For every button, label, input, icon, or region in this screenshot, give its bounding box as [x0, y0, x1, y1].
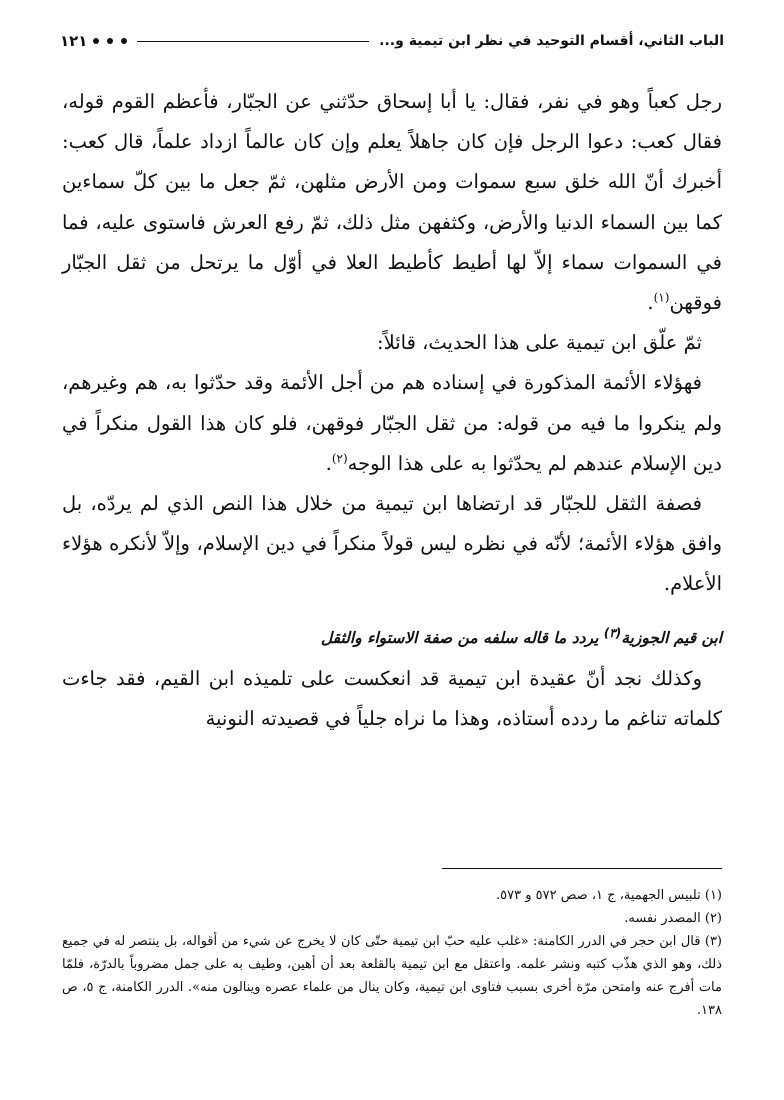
ornament-dot	[93, 38, 99, 44]
paragraph-1: رجل كعباً وهو في نفر، فقال: يا أبا إسحاق حدّثني عن الجبّار، فأعظم القوم قوله، فقال كعب: دعوا الرجل فإن كان جاهلاً يعلم وإن كان عالماً ازداد علماً، قال كعب: أخبرك أنّ الله خلق سبع سموات ومن الأرض مثلهن، ثمّ جعل ما بين كلّ سماءين كما بين السماء الدنيا والأرض، وكثفهن مثل ذلك، ثمّ رفع العرش فاستوى عليه، فما في السموات سماء إلاّ لها أطيط كأطيط العلا في أوّل ما يرتحل من ثقل الجبّار فوقهن$^{(١)}$.	[62, 90, 722, 315]
ornament-dot	[107, 38, 113, 44]
footnote-ref-2: (٢)	[331, 451, 348, 466]
footnotes	[62, 884, 722, 1022]
paragraph-4: فصفة الثقل للجبّار قد ارتضاها ابن تيمية من خلال هذا النص الذي لم يردّه، بل وافق هؤلاء الأئمة؛ لأنّه في نظره ليس قولاً منكراً في دين الإسلام، وإلاّ لأنكره هؤلاء الأعلام.	[62, 492, 722, 596]
footnote-2: (٢) المصدر نفسه.	[624, 911, 722, 926]
main-text	[62, 82, 722, 739]
section-heading: ابن قيم الجوزية$^{(٣)}$ يردد ما قاله سلفه من صفة الاستواء والثقل	[320, 625, 722, 647]
header-ornament	[93, 38, 127, 44]
footnote-1: (١) تلبيس الجهمية، ج ١، صص ٥٧٢ و ٥٧٣.	[496, 888, 722, 903]
footnote-ref-1: (١)	[653, 290, 670, 305]
ornament-dot	[121, 38, 127, 44]
page-number: ١٢١	[60, 32, 88, 50]
paragraph-5: وكذلك نجد أنّ عقيدة ابن تيمية قد انعكست على تلميذه ابن القيم، فقد جاءت كلماته تناغم ما ردده أستاذه، وهذا ما نراه جلياً في قصيدته النونية	[62, 666, 722, 730]
paragraph-3: فهؤلاء الأئمة المذكورة في إسناده هم من أجل الأئمة وقد حدّثوا به، هم وغيرهم، ولم ينكروا ما فيه من قوله: من ثقل الجبّار فوقهن، فلو كان هذا القول منكراً في دين الإسلام عندهم لم يحدّثوا به على هذا الوجه$^{(٢)}$.	[62, 371, 722, 475]
running-header	[60, 28, 724, 54]
paragraph-2: ثمّ علّق ابن تيمية على هذا الحديث، قائلاً:	[377, 331, 702, 355]
footnote-rule	[442, 868, 722, 869]
footnote-3: (٣) قال ابن حجر في الدرر الكامنة: «غلب عليه حبّ ابن تيمية حتّى كان لا يخرج عن شيء من أقواله، بل ينتصر له في جميع ذلك، وهو الذي هذّب كتبه ونشر علمه. واعتقل مع ابن تيمية بالقلعة بعد أن أهين، وطيف به على جمل مضروباً بالدرّة، فلمّا مات أفرج عنه وامتحن مرّة أخرى بسبب فتاوى ابن تيمية، وكان ينال من علماء عصره وينالون منه». الدرر الكامنة، ج ٥، ص ١٣٨.	[62, 934, 722, 1018]
header-rule	[137, 41, 369, 42]
chapter-title: الباب الثاني، أقسام التوحيد في نظر ابن تيمية و...	[379, 33, 724, 49]
footnote-ref-3: (٣)	[603, 625, 622, 640]
